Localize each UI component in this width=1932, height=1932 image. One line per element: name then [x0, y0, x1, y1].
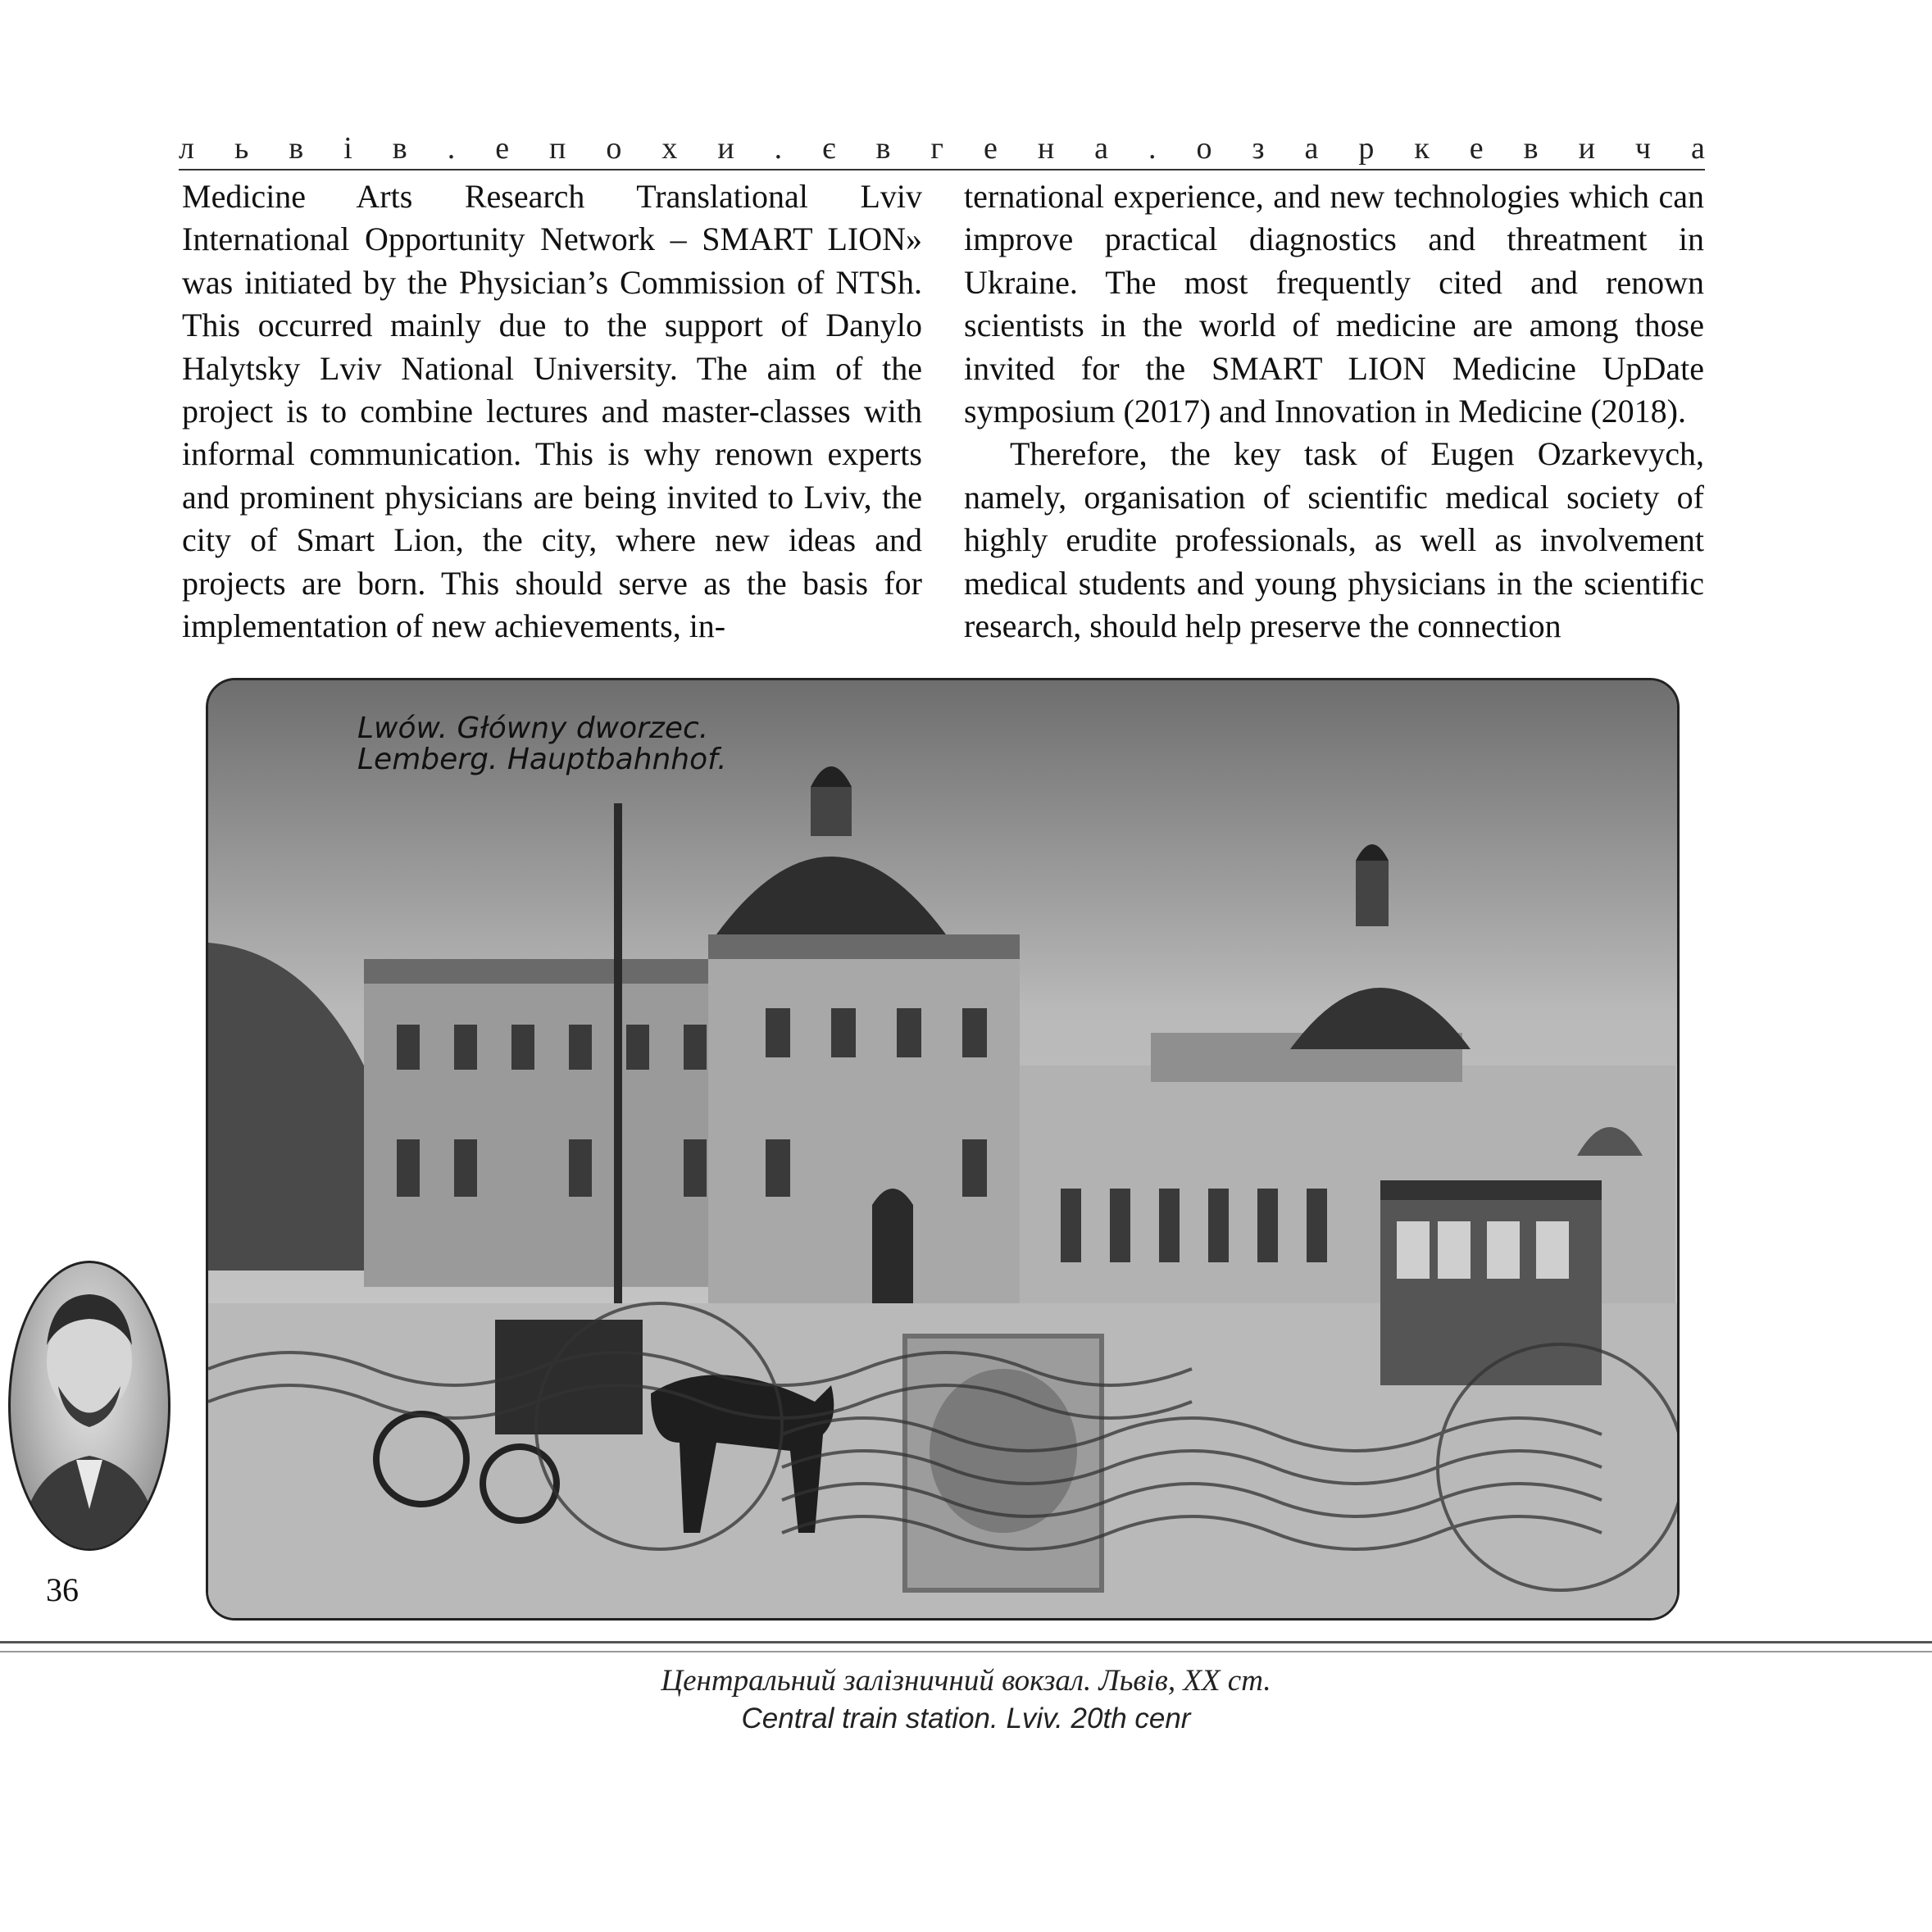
running-head-letter: ь [234, 131, 249, 166]
running-head-letter: г [930, 131, 943, 166]
caption-english: Central train station. Lviv. 20th cenr [741, 1702, 1191, 1734]
running-head-letter: ч [1634, 131, 1652, 166]
running-head-letter: н [1037, 131, 1055, 166]
portrait-image [8, 1261, 170, 1551]
running-head-letter: и [717, 131, 734, 166]
running-head-letter: а [1304, 131, 1319, 166]
running-head-letter: е [983, 131, 998, 166]
running-head-letter: . [1148, 131, 1157, 166]
running-head-letter: а [1691, 131, 1705, 166]
running-head-letter: р [1358, 131, 1375, 166]
footer-rule [0, 1641, 1932, 1643]
caption-ukrainian: Центральний залізничний вокзал. Львів, XX ст. [661, 1664, 1271, 1698]
running-head-letter: п [549, 131, 566, 166]
postcard-handwritten-caption [357, 713, 727, 775]
right-column-paragraph-1: ternational experience, and new technologies which can improve practical diagnostics and threatment in Ukraine. The most frequently cited and renown scientists in the world of medicine are among those invited for the SMART LION Medicine UpDate symposium (2017) and Innovation in Medicine (2018). [964, 178, 1704, 430]
running-head-letter: х [661, 131, 678, 166]
running-head-letter: і [343, 131, 352, 166]
portrait-illustration [11, 1263, 168, 1548]
running-head-letter: о [606, 131, 622, 166]
running-head-letter: . [447, 131, 456, 166]
running-head-letter: о [1196, 131, 1212, 166]
running-head-letter: в [392, 131, 407, 166]
running-head-letter: е [1469, 131, 1484, 166]
postcard-caption-line-2: Lemberg. Hauptbahnhof. [357, 743, 727, 776]
running-head-letter: л [179, 131, 194, 166]
running-head-letter: . [774, 131, 783, 166]
running-head-letter: а [1094, 131, 1109, 166]
train-station-postcard-image [206, 678, 1680, 1621]
running-head-letter: и [1578, 131, 1595, 166]
running-head-letter: є [822, 131, 836, 166]
running-head-letter: е [495, 131, 510, 166]
postcard-caption-line-1: Lwów. Główny dworzec. [357, 711, 709, 745]
right-column [964, 175, 1704, 648]
right-column-paragraph-2: Therefore, the key task of Eugen Ozarkevych, namely, organisation of scientific medical society of highly erudite professionals, as well as involvement medical students and young physicians in the scientific research, should help preserve the connection [964, 435, 1704, 645]
left-column [182, 175, 922, 648]
footer-rule-thin [0, 1651, 1932, 1652]
running-head-letter: к [1414, 131, 1430, 166]
running-head-letter: в [289, 131, 304, 166]
page-number: 36 [46, 1571, 79, 1608]
running-head [179, 133, 1705, 164]
header-rule [179, 169, 1705, 170]
running-head-letter: з [1252, 131, 1265, 166]
running-head-letter: в [875, 131, 891, 166]
left-column-text: Medicine Arts Research Translational Lviv International Opportunity Network – SMART LION» was initiated by the Physician’s Commission of NTSh. This occurred mainly due to the support of Danylo Halytsky Lviv National University. The aim of the project is to combine lectures and master-classes with informal communication. This is why renown experts and prominent physicians are being invited to Lviv, the city of Smart Lion, the city, where new ideas and projects are born. This should serve as the basis for implementation of new achievements, in- [182, 178, 922, 645]
running-head-letter: в [1523, 131, 1539, 166]
postcard-illustration [208, 680, 1680, 1621]
